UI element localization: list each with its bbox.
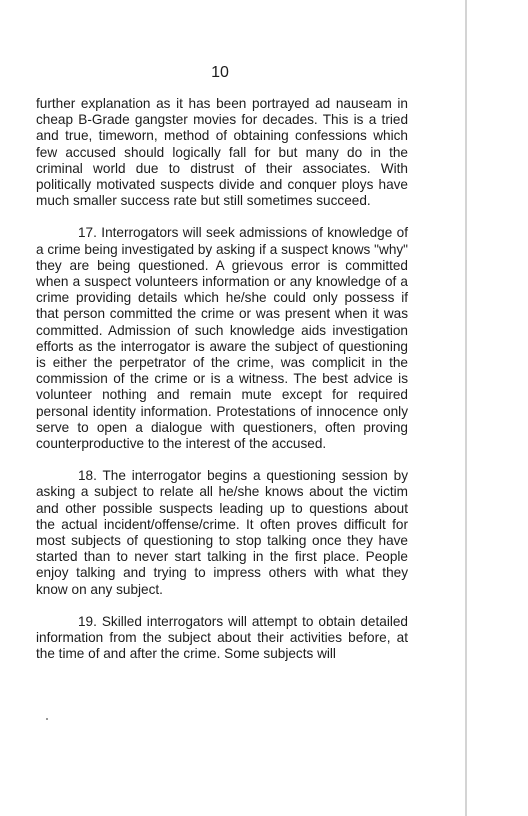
scan-speck bbox=[46, 718, 48, 720]
body-text bbox=[36, 96, 408, 679]
page-number: 10 bbox=[211, 64, 229, 81]
paragraph-17: 17. Interrogators will seek admissions of knowledge of a crime being investigated by asking if a suspect knows "why" they are being questioned. A grievous error is committed when a suspect volunteers information or any knowledge of a crime providing details which he/she could only possess if that person committed the crime or was present when it was committed. Admission of such knowledge aids investigation efforts as the interrogator is aware the subject of questioning is either the perpetrator of the crime, was complicit in the commission of the crime or is a witness. The best advice is volunteer nothing and remain mute except for required personal identity information. Protestations of innocence only serve to open a dialogue with questioners, often proving counterproductive to the interest of the accused. bbox=[36, 225, 408, 452]
paragraph-18: 18. The interrogator begins a questioning session by asking a subject to relate all he/she knows about the victim and other possible suspects leading up to questions about the actual incident/offense/crime. It often proves difficult for most subjects of questioning to stop talking once they have started than to never start talking in the first place. People enjoy talking and trying to impress others with what they know on any subject. bbox=[36, 468, 408, 597]
paragraph-continuation: further explanation as it has been portrayed ad nauseam in cheap B-Grade gangster movies for decades. This is a tried and true, timeworn, method of obtaining confessions which few accused should logically fall for but many do in the criminal world due to distrust of their associates. With politically motivated suspects divide and conquer ploys have much smaller success rate but still sometimes succeed. bbox=[36, 96, 408, 209]
paragraph-19: 19. Skilled interrogators will attempt to obtain detailed information from the subject about their activities before, at the time of and after the crime. Some subjects will bbox=[36, 613, 408, 662]
page-edge-divider bbox=[465, 0, 467, 816]
